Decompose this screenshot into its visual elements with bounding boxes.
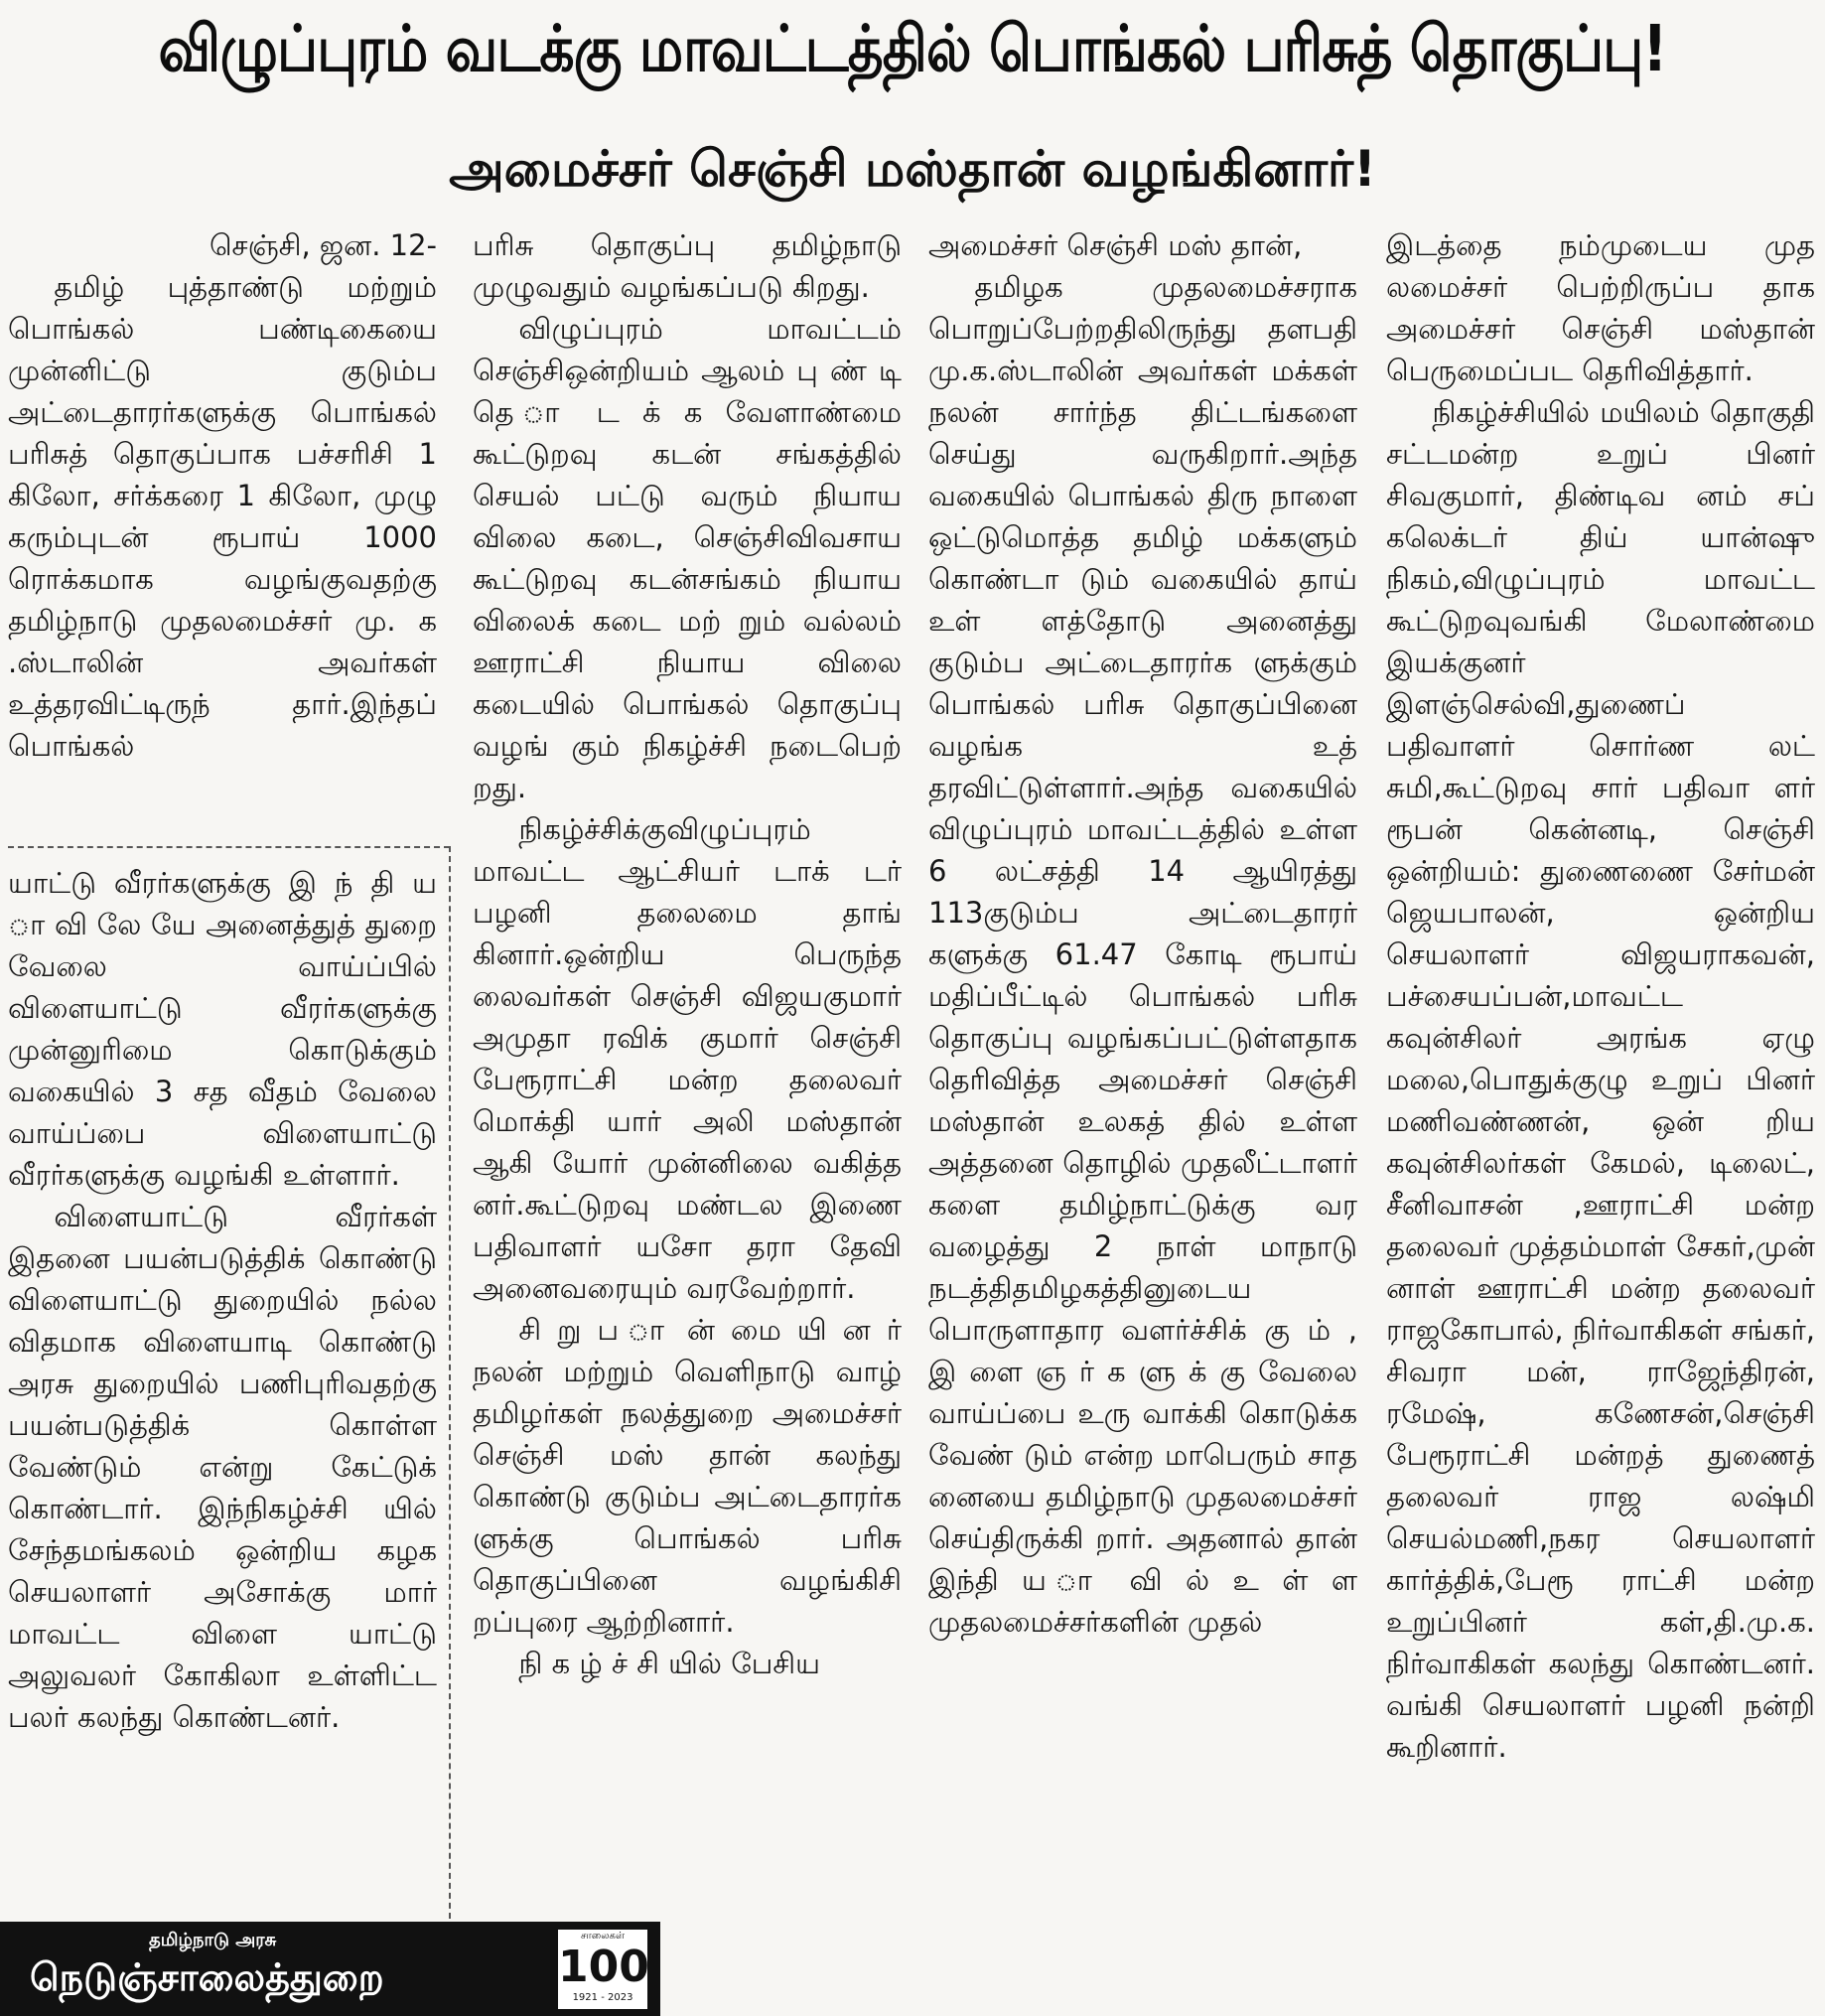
divider-dashed-vertical [449,846,451,1929]
paragraph: தமிழ் புத்தாண்டு மற்றும் பொங்கல் பண்டிகையை முன்னிட்டு குடும்ப அட்டைதாரர்களுக்கு பொங்கல் பரிசுத் தொகுப்பாக பச்சரிசி 1 கிலோ, சர்க்கரை 1 கிலோ, முழு கரும்புடன் ரூபாய் 1000 ரொக்கமாக வழங்குவதற்கு தமிழ்நாடு முதலமைச்சர் மு. க .ஸ்டாலின் அவர்கள் உத்தரவிட்டிருந் தார்.இந்தப் பொங்கல் [8,270,437,763]
ad-main-text: நெடுஞ்சாலைத்துறை [30,1955,384,1999]
divider-dashed-horizontal [8,846,450,848]
paragraph: யாட்டு வீரர்களுக்கு இ ந் தி ய ா வி லே யே அனைத்துத் துறை வேலை வாய்ப்பில் விளையாட்டு வீரர்களுக்கு முன்னுரிமை கொடுக்கும் வகையில் 3 சத வீதம் வேலை வாய்ப்பை விளையாட்டு வீரர்களுக்கு வழங்கி உள்ளார். [8,866,437,1192]
paragraph: சி று ப ா ன் மை யி ன ர் நலன் மற்றும் வெளிநாடு வாழ் தமிழர்கள் நலத்துறை அமைச்சர் செஞ்சி மஸ் தான் கலந்து கொண்டு குடும்ப அட்டைதாரர்க ளுக்கு பொங்கல் பரிசு தொகுப்பினை வழங்கிசி றப்புரை ஆற்றினார். [473,1313,902,1639]
logo-top-text: சாலைகள் [581,1931,625,1942]
paragraph: பரிசு தொகுப்பு தமிழ்நாடு முழுவதும் வழங்கப்படு கிறது. [473,228,902,304]
subheadline: அமைச்சர் செஞ்சி மஸ்தான் வழங்கினார்! [449,140,1376,198]
centenary-logo-icon [558,1930,647,2009]
paragraph: விளையாட்டு வீரர்கள் இதனை பயன்படுத்திக் கொண்டு விளையாட்டு துறையில் நல்ல விதமாக விளையாடி கொண்டு அரசு துறையில் பணிபுரிவதற்கு பயன்படுத்திக் கொள்ள வேண்டும் என்று கேட்டுக் கொண்டார். இந்நிகழ்ச்சி யில் சேந்தமங்கலம் ஒன்றிய கழக செயலாளர் அசோக்கு மார் மாவட்ட விளை யாட்டு அலுவலர் கோகிலா உள்ளிட்ட பலர் கலந்து கொண்டனர். [8,1200,437,1734]
logo-years: 1921 - 2023 [572,1992,633,2003]
column-1-bottom [8,862,437,1738]
paragraph: விழுப்புரம் மாவட்டம் செஞ்சிஒன்றியம் ஆலம் பு ண் டி தெ ா ட க் க வேளாண்மை கூட்டுறவு கடன் சங்கத்தில் செயல் பட்டு வரும் நியாய விலை கடை, செஞ்சிவிவசாய கூட்டுறவு கடன்சங்கம் நியாய விலைக் கடை மற் றும் வல்லம் ஊராட்சி நியாய விலை கடையில் பொங்கல் தொகுப்பு வழங் கும் நிகழ்ச்சி நடைபெற் றது. [473,312,902,804]
paragraph: இடத்தை நம்முடைய முத லமைச்சர் பெற்றிருப்ப தாக அமைச்சர் செஞ்சி மஸ்தான் பெருமைப்பட தெரிவித்தார். [1386,228,1815,387]
paragraph: நிகழ்ச்சிக்குவிழுப்புரம் மாவட்ட ஆட்சியர் டாக் டர் பழனி தலைமை தாங் கினார்.ஒன்றிய பெருந்த லைவர்கள் செஞ்சி விஜயகுமார் அமுதா ரவிக் குமார் செஞ்சி பேரூராட்சி மன்ற தலைவர் மொக்தி யார் அலி மஸ்தான் ஆகி யோர் முன்னிலை வகித்த னர்.கூட்டுறவு மண்டல இணை பதிவாளர் யசோ தரா தேவி அனைவரையும் வரவேற்றார். [473,812,902,1305]
paragraph: அமைச்சர் செஞ்சி மஸ் தான், [928,228,1303,262]
paragraph: நி க ழ் ச் சி யில் பேசிய [518,1647,820,1680]
column-3 [928,224,1357,1643]
logo-number: 100 [558,1942,649,1992]
paragraph: நிகழ்ச்சியில் மயிலம் தொகுதி சட்டமன்ற உறுப் பினர் சிவகுமார், திண்டிவ னம் சப் கலெக்டர் திய் யான்ஷு நிகம்,விழுப்புரம் மாவட்ட கூட்டுறவுவங்கி மேலாண்மை இயக்குனர் இளஞ்செல்வி,துணைப் பதிவாளர் சொர்ண லட் சுமி,கூட்டுறவு சார் பதிவா ளர் ரூபன் கென்னடி, செஞ்சி ஒன்றியம்: துணைணை சேர்மன் ஜெயபாலன், ஒன்றிய செயலாளர் விஜயராகவன், பச்சையப்பன்,மாவட்ட கவுன்சிலர் அரங்க ஏழு மலை,பொதுக்குழு உறுப் பினர் மணிவண்ணன், ஒன் றிய கவுன்சிலர்கள் கேமல், டிலைட், சீனிவாசன் ,ஊராட்சி மன்ற தலைவர் முத்தம்மாள் சேகர்,முன் னாள் ஊராட்சி மன்ற தலைவர் ராஜகோபால், நிர்வாகிகள் சங்கர், சிவரா மன், ராஜேந்திரன், ரமேஷ், கணேசன்,செஞ்சி பேரூராட்சி மன்றத் துணைத் தலைவர் ராஜ லஷ்மி செயல்மணி,நகர செயலாளர் கார்த்திக்,பேரூ ராட்சி மன்ற உறுப்பினர் கள்,தி.மு.க. நிர்வாகிகள் கலந்து கொண்டனர். வங்கி செயலாளர் பழனி நன்றி கூறினார். [1386,395,1815,1764]
column-2 [473,224,902,1684]
column-4 [1386,224,1815,1768]
column-1-top [8,224,437,767]
paragraph: தமிழக முதலமைச்சராக பொறுப்பேற்றதிலிருந்து தளபதி மு.க.ஸ்டாலின் அவர்கள் மக்கள் நலன் சார்ந்த திட்டங்களை செய்து வருகிறார்.அந்த வகையில் பொங்கல் திரு நாளை ஒட்டுமொத்த தமிழ் மக்களும் கொண்டா டும் வகையில் தாய் உள் ளத்தோடு அனைத்து குடும்ப அட்டைதாரர்க ளுக்கும் பொங்கல் பரிசு தொகுப்பினை வழங்க உத் தரவிட்டுள்ளார்.அந்த வகையில் விழுப்புரம் மாவட்டத்தில் உள்ள 6 லட்சத்தி 14 ஆயிரத்து 113குடும்ப அட்டைதாரர் களுக்கு 61.47 கோடி ரூபாய் மதிப்பீட்டில் பொங்கல் பரிசு தொகுப்பு வழங்கப்பட்டுள்ளதாக தெரிவித்த அமைச்சர் செஞ்சி மஸ்தான் உலகத் தில் உள்ள அத்தனை தொழில் முதலீட்டாளர் களை தமிழ்நாட்டுக்கு வர வழைத்து 2 நாள் மாநாடு நடத்திதமிழகத்தினுடைய பொருளாதார வளர்ச்சிக் கு ம் , இ ளை ஞ ர் க ளு க் கு வேலை வாய்ப்பை உரு வாக்கி கொடுக்க வேண் டும் என்ற மாபெரும் சாத னையை தமிழ்நாடு முதலமைச்சர் செய்திருக்கி றார். அதனால் தான் இந்தி ய ா வி ல் உ ள் ள முதலமைச்சர்களின் முதல் [928,270,1357,1639]
headline: விழுப்புரம் வடக்கு மாவட்டத்தில் பொங்கல் பரிசுத் தொகுப்பு! [158,13,1667,86]
advertisement-banner [0,1922,660,2016]
dateline: செஞ்சி, ஜன. 12- [209,228,437,262]
ad-small-text: தமிழ்நாடு அரசு [149,1930,277,1950]
